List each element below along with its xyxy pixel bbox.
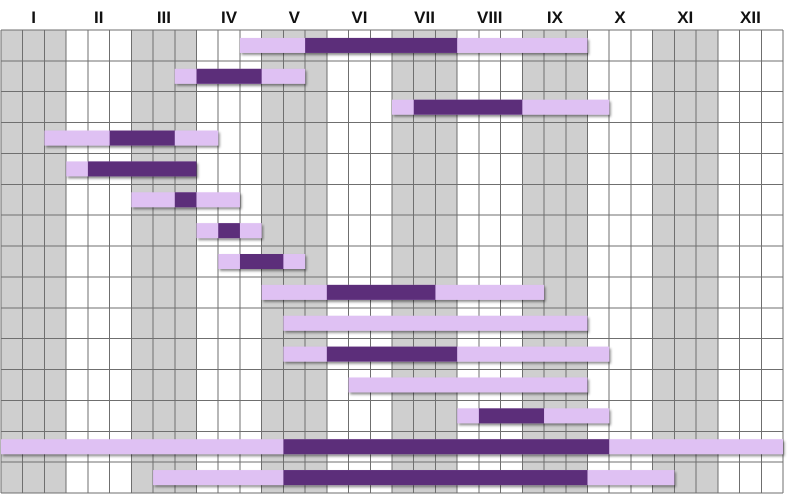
bar-outer [349,377,588,392]
month-band-IX [522,30,587,493]
month-label-X: X [614,8,626,27]
bar-core [327,285,436,300]
bar-core [240,254,283,269]
bar-core [218,223,240,238]
bar-core [88,161,197,176]
gantt-row [1,439,783,454]
month-band-XI [653,30,718,493]
bar-core [414,100,523,115]
gantt-row [153,470,674,485]
bar-core [283,439,609,454]
gantt-row [457,408,609,423]
month-label-VIII: VIII [476,8,503,27]
gantt-row [218,254,305,269]
month-band-VII [392,30,457,493]
gantt-row [392,100,609,115]
month-band-I [1,30,66,493]
gantt-row [66,161,196,176]
month-label-VII: VII [414,8,435,27]
month-label-III: III [156,8,172,27]
bar-core [175,192,197,207]
bar-core [327,347,457,362]
bar-core [479,408,544,423]
gantt-row [262,285,544,300]
month-label-VI: VI [351,8,368,27]
bar-core [305,38,457,53]
gantt-row [349,377,588,392]
month-label-II: II [94,8,104,27]
gantt-row [44,131,218,146]
gantt-row [240,38,588,53]
gantt-row [175,69,305,84]
month-band-III [131,30,196,493]
bar-core [197,69,262,84]
bar-core [283,470,587,485]
month-label-IV: IV [221,8,238,27]
bar-core [110,131,175,146]
gantt-row [283,347,609,362]
gantt-row [131,192,240,207]
month-label-XI: XI [677,8,694,27]
month-label-I: I [31,8,36,27]
month-label-V: V [288,8,300,27]
month-label-IX: IX [546,8,563,27]
bar-outer [283,316,587,331]
gantt-row [283,316,587,331]
month-label-XII: XII [740,8,761,27]
gantt-row [197,223,262,238]
